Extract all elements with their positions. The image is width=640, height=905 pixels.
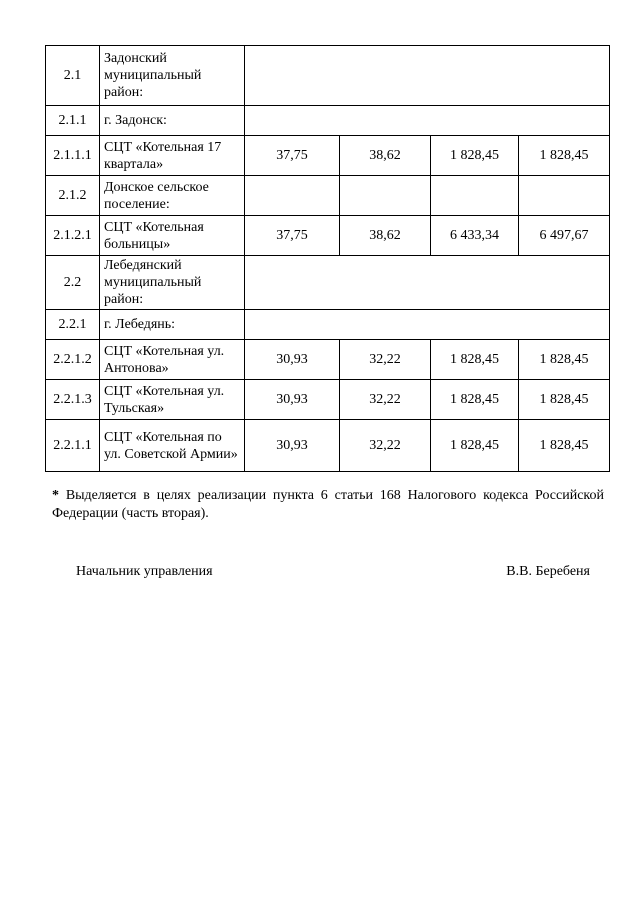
row-name: Задонский муниципальный район: [100, 46, 245, 106]
row-number: 2.1.2.1 [46, 216, 100, 256]
tariff-value-2: 32,22 [340, 340, 431, 380]
table-row [46, 380, 610, 420]
signature-position: Начальник управления [76, 564, 213, 579]
row-number: 2.1.2 [46, 176, 100, 216]
tariff-value-2: 32,22 [340, 420, 431, 472]
empty-span-cell [245, 106, 610, 136]
footnote-text: Выделяется в целях реализации пункта 6 статьи 168 Налогового кодекса Российской Федерации (часть вторая). [52, 488, 604, 521]
row-name: СЦТ «Котельная по ул. Советской Армии» [100, 420, 245, 472]
tariff-value-2: 38,62 [340, 216, 431, 256]
tariff-value-1: 30,93 [245, 340, 340, 380]
row-name: СЦТ «Котельная 17 квартала» [100, 136, 245, 176]
tariff-value-1: 37,75 [245, 216, 340, 256]
tariff-value-3: 6 433,34 [431, 216, 519, 256]
tariff-value-2: 38,62 [340, 136, 431, 176]
footnote-mark: * [52, 488, 59, 503]
table-row [46, 136, 610, 176]
table-row [46, 176, 610, 216]
row-name: СЦТ «Котельная больницы» [100, 216, 245, 256]
tariff-value-4: 1 828,45 [519, 136, 610, 176]
row-number: 2.1.1 [46, 106, 100, 136]
tariff-value-3: 1 828,45 [431, 380, 519, 420]
row-name: г. Лебедянь: [100, 310, 245, 340]
table-row [46, 420, 610, 472]
tariff-value-4: 1 828,45 [519, 420, 610, 472]
table-row [46, 106, 610, 136]
signature-name: В.В. Беребеня [506, 564, 590, 579]
row-name: Донское сельское поселение: [100, 176, 245, 216]
row-name: Лебедянский муниципальный район: [100, 256, 245, 310]
row-number: 2.2.1.1 [46, 420, 100, 472]
row-number: 2.2.1.2 [46, 340, 100, 380]
tariff-value-3: 1 828,45 [431, 136, 519, 176]
row-number: 2.2.1 [46, 310, 100, 340]
row-number: 2.2.1.3 [46, 380, 100, 420]
tariff-value-4: 1 828,45 [519, 380, 610, 420]
tariff-table-body [46, 46, 610, 472]
tariff-table [45, 45, 610, 472]
table-row [46, 340, 610, 380]
row-number: 2.1.1.1 [46, 136, 100, 176]
empty-cell [245, 176, 340, 216]
table-row [46, 216, 610, 256]
empty-cell [340, 176, 431, 216]
table-row [46, 310, 610, 340]
table-row [46, 46, 610, 106]
tariff-value-1: 30,93 [245, 380, 340, 420]
table-row [46, 256, 610, 310]
tariff-value-1: 30,93 [245, 420, 340, 472]
empty-span-cell [245, 310, 610, 340]
footnote [52, 487, 604, 523]
empty-cell [431, 176, 519, 216]
signature-block [76, 564, 590, 580]
row-number: 2.1 [46, 46, 100, 106]
empty-cell [519, 176, 610, 216]
tariff-value-4: 6 497,67 [519, 216, 610, 256]
tariff-value-3: 1 828,45 [431, 340, 519, 380]
empty-span-cell [245, 46, 610, 106]
row-name: СЦТ «Котельная ул. Тульская» [100, 380, 245, 420]
row-name: СЦТ «Котельная ул. Антонова» [100, 340, 245, 380]
row-name: г. Задонск: [100, 106, 245, 136]
tariff-value-3: 1 828,45 [431, 420, 519, 472]
tariff-value-2: 32,22 [340, 380, 431, 420]
tariff-value-4: 1 828,45 [519, 340, 610, 380]
empty-span-cell [245, 256, 610, 310]
row-number: 2.2 [46, 256, 100, 310]
tariff-value-1: 37,75 [245, 136, 340, 176]
